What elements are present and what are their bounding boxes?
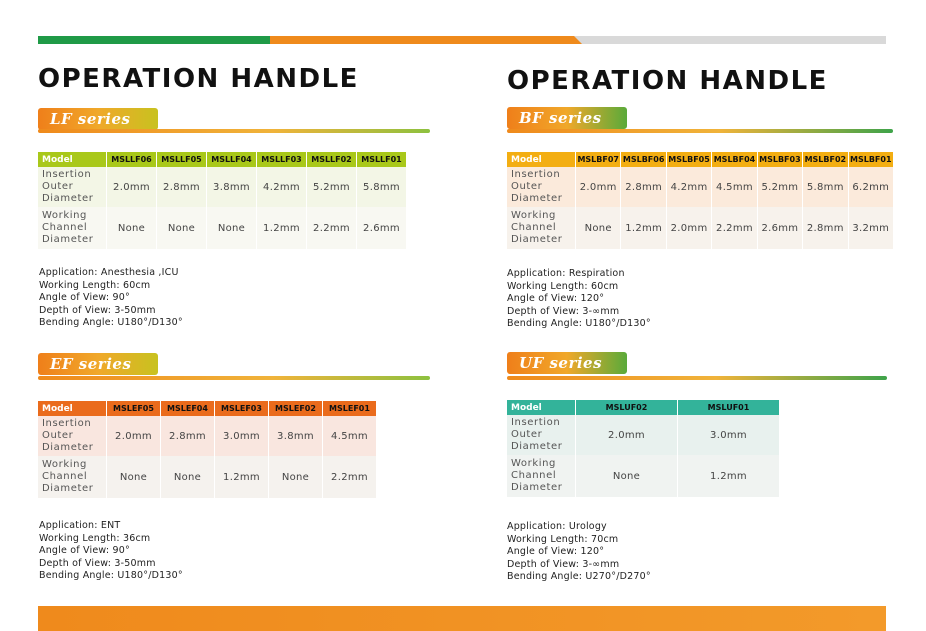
bf-header-mslbf06: MSLBF06 [621, 152, 665, 167]
ef-header-mslef04: MSLEF04 [161, 401, 214, 416]
left-page-title: OPERATION HANDLE [38, 64, 359, 94]
uf-spec-line: Working Length: 70cm [507, 533, 619, 545]
lf-row-label: Working Channel Diameter [38, 207, 106, 249]
bf-spec-line: Working Length: 60cm [507, 280, 619, 292]
bf-header-mslbf02: MSLBF02 [803, 152, 847, 167]
bf-spec-line: Bending Angle: U180°/D130° [507, 318, 651, 330]
bf-header-mslbf01: MSLBF01 [849, 152, 893, 167]
bf-spec-list [507, 268, 651, 331]
bf-cell: 2.0mm [667, 207, 711, 249]
ef-cell: None [269, 456, 322, 498]
lf-header-msllf06: MSLLF06 [107, 152, 156, 167]
lf-spec-line: Depth of View: 3-50mm [39, 304, 156, 316]
lf-cell: 4.2mm [257, 167, 306, 207]
bf-spec-line: Application: Respiration [507, 268, 625, 279]
ef-cell: 1.2mm [215, 456, 268, 498]
bf-row-label: Insertion Outer Diameter [507, 167, 575, 207]
bf-cell: 2.8mm [621, 167, 665, 207]
bf-cell: 6.2mm [849, 167, 893, 207]
uf-spec-line: Depth of View: 3-∞mm [507, 558, 620, 570]
ef-cell: 2.8mm [161, 416, 214, 456]
lf-cell: 5.2mm [307, 167, 356, 207]
uf-spec-line: Angle of View: 120° [507, 546, 605, 558]
ef-spec-line: Application: ENT [39, 520, 121, 531]
uf-header-model: Model [507, 400, 575, 415]
ef-cell: None [107, 456, 160, 498]
ef-header-mslef01: MSLEF01 [323, 401, 376, 416]
lf-header-msllf04: MSLLF04 [207, 152, 256, 167]
uf-header-msluf02: MSLUF02 [576, 400, 677, 415]
ef-cell: 2.2mm [323, 456, 376, 498]
lf-header-msllf02: MSLLF02 [307, 152, 356, 167]
lf-series-underline [38, 129, 430, 133]
lf-header-msllf01: MSLLF01 [357, 152, 406, 167]
right-page-title: OPERATION HANDLE [507, 66, 828, 96]
lf-cell: None [157, 207, 206, 249]
uf-spec-line: Bending Angle: U270°/D270° [507, 571, 651, 583]
uf-row-label: Working Channel Diameter [507, 455, 575, 497]
ef-spec-line: Bending Angle: U180°/D130° [39, 570, 183, 582]
lf-cell: 3.8mm [207, 167, 256, 207]
top-decorative-bar [38, 36, 886, 44]
ef-series-underline [38, 376, 430, 380]
lf-cell: 2.0mm [107, 167, 156, 207]
ef-spec-line: Working Length: 36cm [39, 532, 151, 544]
bf-cell: 2.6mm [758, 207, 802, 249]
bf-cell: 2.8mm [803, 207, 847, 249]
bf-cell: 3.2mm [849, 207, 893, 249]
ef-spec-line: Angle of View: 90° [39, 545, 130, 557]
table-row [38, 456, 376, 498]
ef-spec-table [37, 401, 377, 498]
ef-cell: 2.0mm [107, 416, 160, 456]
bf-header-mslbf05: MSLBF05 [667, 152, 711, 167]
uf-series-tab: UF series [507, 352, 627, 374]
ef-header-model: Model [38, 401, 106, 416]
ef-row-label: Working Channel Diameter [38, 456, 106, 498]
table-row [507, 415, 779, 455]
ef-header-mslef03: MSLEF03 [215, 401, 268, 416]
ef-cell: None [161, 456, 214, 498]
ef-cell: 3.8mm [269, 416, 322, 456]
table-row [507, 207, 893, 249]
uf-cell: None [576, 455, 677, 497]
lf-spec-list [39, 267, 183, 330]
bf-cell: 5.2mm [758, 167, 802, 207]
bf-cell: 4.2mm [667, 167, 711, 207]
lf-series-tab: LF series [38, 108, 158, 130]
lf-spec-line: Angle of View: 90° [39, 292, 130, 304]
bf-header-mslbf03: MSLBF03 [758, 152, 802, 167]
lf-header-model: Model [38, 152, 106, 167]
top-bar-green-segment [38, 36, 270, 44]
lf-cell: 2.6mm [357, 207, 406, 249]
bf-spec-table [506, 152, 894, 249]
uf-series-underline [507, 376, 887, 380]
lf-cell: 2.8mm [157, 167, 206, 207]
ef-cell: 3.0mm [215, 416, 268, 456]
top-bar-gray-segment [574, 36, 886, 44]
bf-cell: 4.5mm [712, 167, 756, 207]
bf-series-tab: BF series [507, 107, 627, 129]
bf-spec-line: Depth of View: 3-∞mm [507, 305, 620, 317]
uf-header-msluf01: MSLUF01 [678, 400, 779, 415]
table-row [38, 167, 406, 207]
table-row [38, 416, 376, 456]
lf-cell: 1.2mm [257, 207, 306, 249]
uf-spec-line: Application: Urology [507, 521, 607, 532]
lf-spec-line: Application: Anesthesia ,ICU [39, 267, 179, 278]
ef-cell: 4.5mm [323, 416, 376, 456]
bf-row-label: Working Channel Diameter [507, 207, 575, 249]
lf-spec-table [37, 152, 407, 249]
table-row [507, 167, 893, 207]
ef-row-label: Insertion Outer Diameter [38, 416, 106, 456]
bf-cell: 2.2mm [712, 207, 756, 249]
ef-header-mslef02: MSLEF02 [269, 401, 322, 416]
table-row [38, 207, 406, 249]
lf-header-msllf05: MSLLF05 [157, 152, 206, 167]
lf-spec-line: Working Length: 60cm [39, 279, 151, 291]
bf-header-model: Model [507, 152, 575, 167]
bf-header-mslbf04: MSLBF04 [712, 152, 756, 167]
lf-row-label: Insertion Outer Diameter [38, 167, 106, 207]
lf-cell: 2.2mm [307, 207, 356, 249]
ef-header-mslef05: MSLEF05 [107, 401, 160, 416]
lf-spec-line: Bending Angle: U180°/D130° [39, 317, 183, 329]
uf-row-label: Insertion Outer Diameter [507, 415, 575, 455]
bf-header-mslbf07: MSLBF07 [576, 152, 620, 167]
bottom-decorative-bar [38, 606, 886, 631]
ef-spec-list [39, 520, 183, 583]
ef-series-tab: EF series [38, 353, 158, 375]
bf-cell: 2.0mm [576, 167, 620, 207]
bf-series-underline [507, 129, 893, 133]
table-row [507, 455, 779, 497]
uf-spec-table [506, 400, 780, 497]
bf-cell: None [576, 207, 620, 249]
bf-cell: 5.8mm [803, 167, 847, 207]
uf-spec-list [507, 521, 651, 584]
bf-cell: 1.2mm [621, 207, 665, 249]
bf-spec-line: Angle of View: 120° [507, 293, 605, 305]
ef-spec-line: Depth of View: 3-50mm [39, 557, 156, 569]
uf-cell: 3.0mm [678, 415, 779, 455]
lf-cell: None [207, 207, 256, 249]
uf-cell: 2.0mm [576, 415, 677, 455]
lf-cell: None [107, 207, 156, 249]
lf-header-msllf03: MSLLF03 [257, 152, 306, 167]
uf-cell: 1.2mm [678, 455, 779, 497]
lf-cell: 5.8mm [357, 167, 406, 207]
top-bar-orange-segment [270, 36, 574, 44]
